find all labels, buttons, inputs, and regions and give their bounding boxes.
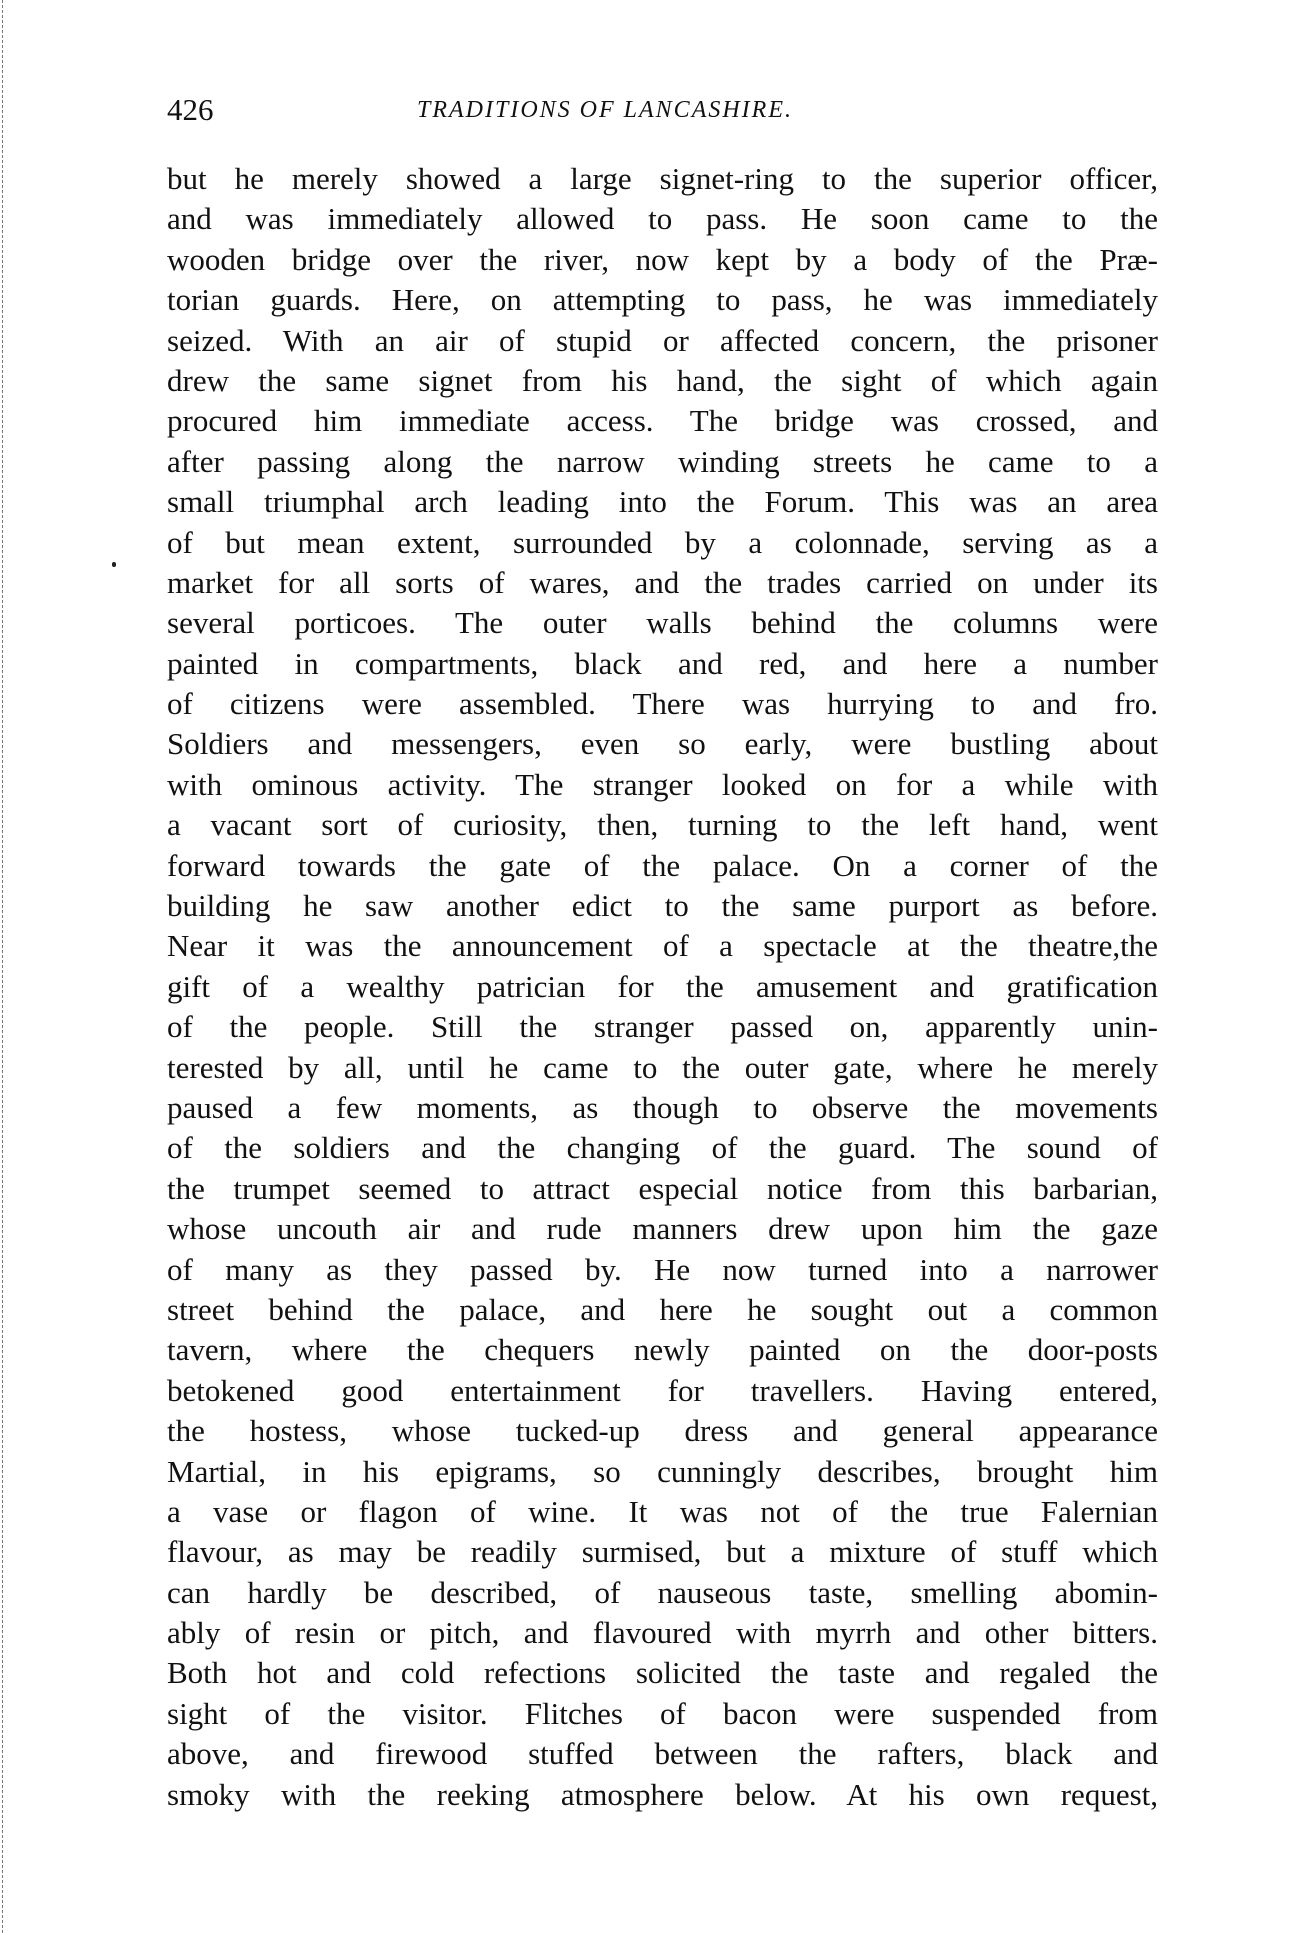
text-line: gift of a wealthy patrician for the amusement and gratification [167, 968, 1158, 1004]
text-line: building he saw another edict to the same purport as before. [167, 888, 1158, 924]
text-line: a vacant sort of curiosity, then, turning to the left hand, went [167, 807, 1158, 843]
text-line: Soldiers and messengers, even so early, were bustling about [167, 726, 1158, 762]
text-line: smoky with the reeking atmosphere below. At his own request, [167, 1776, 1158, 1812]
text-line: torian guards. Here, on attempting to pass, he was immediately [167, 282, 1158, 318]
text-line: forward towards the gate of the palace. On a corner of the [167, 847, 1158, 883]
text-line: Martial, in his epigrams, so cunningly describes, brought him [167, 1453, 1158, 1489]
scan-speck [112, 562, 116, 567]
text-line: painted in compartments, black and red, and here a number [167, 645, 1158, 681]
scan-edge-line [2, 0, 3, 1933]
text-line: wooden bridge over the river, now kept by a body of the Præ- [167, 241, 1158, 277]
text-line: can hardly be described, of nauseous taste, smelling abomin- [167, 1574, 1158, 1610]
text-line: sight of the visitor. Flitches of bacon were suspended from [167, 1695, 1158, 1731]
text-line: of the soldiers and the changing of the guard. The sound of [167, 1130, 1158, 1166]
text-line: above, and firewood stuffed between the rafters, black and [167, 1736, 1158, 1772]
text-line: with ominous activity. The stranger looked on for a while with [167, 766, 1158, 802]
text-line: Near it was the announcement of a spectacle at the theatre,the [167, 928, 1158, 964]
text-line: tavern, where the chequers newly painted on the door-posts [167, 1332, 1158, 1368]
text-line: the trumpet seemed to attract especial notice from this barbarian, [167, 1170, 1158, 1206]
text-line: street behind the palace, and here he sought out a common [167, 1291, 1158, 1327]
text-line: of but mean extent, surrounded by a colonnade, serving as a [167, 524, 1158, 560]
text-line: several porticoes. The outer walls behind the columns were [167, 605, 1158, 641]
text-line: market for all sorts of wares, and the trades carried on under its [167, 564, 1158, 600]
text-line: paused a few moments, as though to observe the movements [167, 1089, 1158, 1125]
text-line: after passing along the narrow winding streets he came to a [167, 443, 1158, 479]
text-line: of the people. Still the stranger passed on, apparently unin- [167, 1009, 1158, 1045]
body-text [167, 159, 1158, 1815]
running-title: TRADITIONS OF LANCASHIRE. [417, 97, 793, 123]
text-line: and was immediately allowed to pass. He soon came to the [167, 201, 1158, 237]
text-line: of many as they passed by. He now turned into a narrower [167, 1251, 1158, 1287]
text-line: of citizens were assembled. There was hurrying to and fro. [167, 686, 1158, 722]
text-line: seized. With an air of stupid or affected concern, the prisoner [167, 322, 1158, 358]
text-line: but he merely showed a large signet-ring to the superior officer, [167, 161, 1158, 196]
page-number: 426 [167, 92, 214, 127]
text-line: Both hot and cold refections solicited the taste and regaled the [167, 1655, 1158, 1691]
text-line: ably of resin or pitch, and flavoured with myrrh and other bitters. [167, 1615, 1158, 1651]
text-line: betokened good entertainment for travellers. Having entered, [167, 1372, 1158, 1408]
text-line: drew the same signet from his hand, the sight of which again [167, 362, 1158, 398]
text-line: whose uncouth air and rude manners drew upon him the gaze [167, 1211, 1158, 1247]
text-line: flavour, as may be readily surmised, but a mixture of stuff which [167, 1534, 1158, 1570]
text-line: procured him immediate access. The bridge was crossed, and [167, 403, 1158, 439]
text-line: the hostess, whose tucked-up dress and general appearance [167, 1413, 1158, 1449]
text-line: a vase or flagon of wine. It was not of the true Falernian [167, 1493, 1158, 1529]
text-line: small triumphal arch leading into the Forum. This was an area [167, 484, 1158, 520]
text-line: terested by all, until he came to the outer gate, where he merely [167, 1049, 1158, 1085]
